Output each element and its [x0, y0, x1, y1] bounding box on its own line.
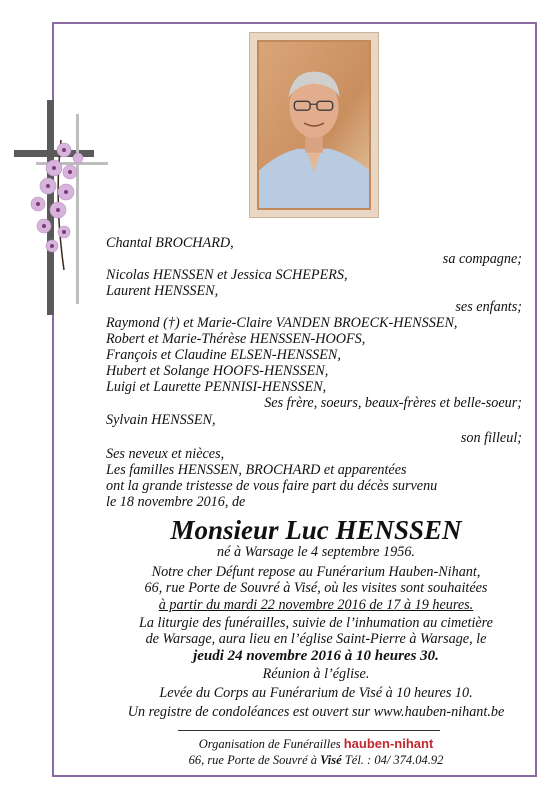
portrait-photo	[249, 32, 379, 218]
survivor-line: Nicolas HENSSEN et Jessica SCHEPERS,	[106, 267, 348, 283]
phone-text: Tél. : 04/ 374.04.92	[344, 753, 444, 767]
visiting-hours-line: à partir du mardi 22 novembre 2016 de 17 à 19 heures.	[158, 597, 474, 613]
detail-line: Réunion à l’église.	[262, 666, 370, 682]
survivor-line: Chantal BROCHARD,	[106, 235, 234, 251]
detail-line: La liturgie des funérailles, suivie de l’inhumation au cimetière	[139, 615, 493, 631]
relation-line: Ses frère, soeurs, beaux-frères et belle-soeur;	[264, 395, 522, 411]
detail-line: de Warsage, aura lieu en l’église Saint-Pierre à Warsage, le	[145, 631, 487, 647]
birth-line: né à Warsage le 4 septembre 1956.	[217, 544, 415, 560]
organizer-line	[106, 736, 526, 752]
footer-divider	[178, 730, 440, 731]
survivor-line: Raymond (†) et Marie-Claire VANDEN BROECK-HENSSEN,	[106, 315, 458, 331]
condolence-line: Un registre de condoléances est ouvert sur www.hauben-nihant.be	[127, 704, 505, 720]
address-text: 66, rue Porte de Souvré à	[188, 753, 318, 767]
address-line	[106, 752, 526, 768]
announcement-line: le 18 novembre 2016, de	[106, 494, 246, 510]
survivor-line: François et Claudine ELSEN-HENSSEN,	[106, 347, 341, 363]
survivor-line: Robert et Marie-Thérèse HENSSEN-HOOFS,	[106, 331, 366, 347]
deceased-name: Monsieur Luc HENSSEN	[170, 515, 462, 545]
relation-line: ses enfants;	[455, 299, 522, 315]
survivor-line: Ses neveux et nièces,	[106, 446, 225, 462]
organizer-label: Organisation de Funérailles	[198, 737, 341, 751]
survivor-line: Les familles HENSSEN, BROCHARD et apparentées	[106, 462, 407, 478]
survivor-line: Hubert et Solange HOOFS-HENSSEN,	[106, 363, 329, 379]
detail-line: 66, rue Porte de Souvré à Visé, où les visites sont souhaitées	[144, 580, 488, 596]
address-city: Visé	[320, 753, 342, 767]
detail-line: Notre cher Défunt repose au Funérarium Hauben-Nihant,	[151, 564, 481, 580]
announcement-line: ont la grande tristesse de vous faire part du décès survenu	[106, 478, 438, 494]
detail-line: Levée du Corps au Funérarium de Visé à 10 heures 10.	[159, 685, 473, 701]
brand-logo: hauben-nihant	[343, 736, 434, 751]
relation-line: sa compagne;	[442, 251, 522, 267]
funeral-date-line: jeudi 24 novembre 2016 à 10 heures 30.	[193, 648, 439, 664]
relation-line: son filleul;	[460, 430, 522, 446]
survivor-line: Laurent HENSSEN,	[106, 283, 219, 299]
survivor-line: Luigi et Laurette PENNISI-HENSSEN,	[106, 379, 327, 395]
cross-with-orchid-icon	[14, 100, 110, 315]
survivor-line: Sylvain HENSSEN,	[106, 412, 216, 428]
